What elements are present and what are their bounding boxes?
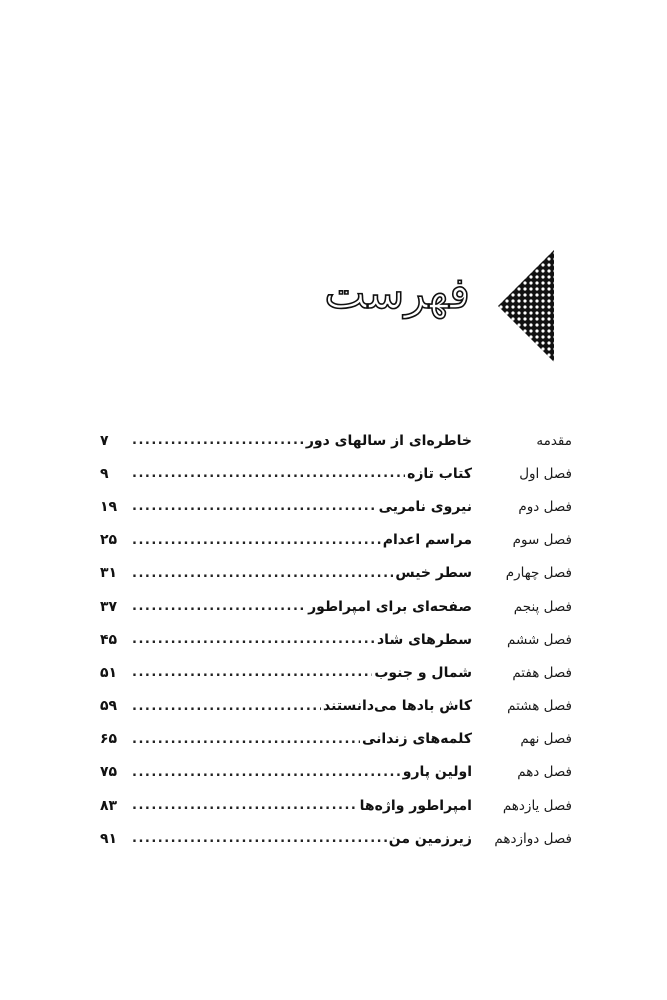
leader-dots <box>132 466 405 481</box>
toc-row[interactable] <box>100 524 572 557</box>
page-number: ۶۵ <box>100 731 118 748</box>
contents-title: فهرست <box>324 268 470 319</box>
page-number: ۱۹ <box>100 498 118 515</box>
chapter-label: فصل پنجم <box>513 598 572 615</box>
chapter-label: مقدمه <box>536 432 572 449</box>
page-number: ۹ <box>100 465 109 482</box>
chapter-title: سطر خیس <box>395 565 472 582</box>
leader-dots <box>132 665 372 680</box>
page-number: ۷۵ <box>100 764 118 781</box>
leader-dots <box>132 699 321 714</box>
chapter-label: فصل دهم <box>517 764 572 781</box>
chapter-title: شمال و جنوب <box>374 664 472 681</box>
chapter-label: فصل دوم <box>518 498 572 515</box>
toc-row[interactable] <box>100 789 572 822</box>
toc-row[interactable] <box>100 623 572 656</box>
leader-dots <box>132 632 375 647</box>
page-number: ۸۳ <box>100 797 118 814</box>
chapter-label: فصل چهارم <box>505 565 572 582</box>
toc-row[interactable] <box>100 822 572 855</box>
chapter-title: نیروی نامریی <box>378 498 472 515</box>
leader-dots <box>132 732 360 747</box>
chapter-title: مراسم اعدام <box>382 532 472 549</box>
chapter-title: خاطره‌ای از سالهای دور <box>305 432 472 449</box>
chapter-title: کتاب تازه <box>407 465 472 482</box>
toc-row[interactable] <box>100 656 572 689</box>
leader-dots <box>132 831 387 846</box>
toc-row[interactable] <box>100 690 572 723</box>
leader-dots <box>132 599 306 614</box>
chapter-label: فصل یازدهم <box>502 797 572 814</box>
chapter-title: زیرزمین من <box>388 830 472 847</box>
chapter-label: فصل اول <box>519 465 572 482</box>
chapter-label: فصل نهم <box>520 731 572 748</box>
page-number: ۳۷ <box>100 598 118 615</box>
toc-row[interactable] <box>100 557 572 590</box>
page-number: ۷ <box>100 432 109 449</box>
page-number: ۵۹ <box>100 698 118 715</box>
toc-row[interactable] <box>100 723 572 756</box>
chapter-label: فصل سوم <box>512 532 572 549</box>
leader-dots <box>132 566 393 581</box>
toc-row[interactable] <box>100 490 572 523</box>
toc-row[interactable] <box>100 424 572 457</box>
toc-row[interactable] <box>100 590 572 623</box>
leader-dots <box>132 533 381 548</box>
chapter-label: فصل هشتم <box>507 698 572 715</box>
page-number: ۲۵ <box>100 532 118 549</box>
chapter-label: فصل هفتم <box>512 664 572 681</box>
chapter-label: فصل ششم <box>506 631 572 648</box>
chapter-title: اولین پارو <box>402 764 472 781</box>
page-number: ۹۱ <box>100 830 118 847</box>
leader-dots <box>132 499 377 514</box>
toc-row[interactable] <box>100 756 572 789</box>
chapter-title: سطرهای شاد <box>377 631 472 648</box>
leader-dots <box>132 765 401 780</box>
leader-dots <box>132 798 358 813</box>
chapter-label: فصل دوازدهم <box>494 830 572 847</box>
chapter-title: کاش بادها می‌دانستند <box>323 698 472 715</box>
contents-heading <box>320 250 560 362</box>
table-of-contents <box>100 424 572 855</box>
chapter-title: امپراطور واژه‌ها <box>359 797 472 814</box>
toc-row[interactable] <box>100 457 572 490</box>
page-number: ۳۱ <box>100 565 118 582</box>
chapter-title: کلمه‌های زندانی <box>361 731 472 748</box>
dotted-triangle-ornament <box>498 250 554 362</box>
chapter-title: صفحه‌ای برای امپراطور <box>308 598 472 615</box>
leader-dots <box>132 433 304 448</box>
page-number: ۵۱ <box>100 664 118 681</box>
page-number: ۴۵ <box>100 631 118 648</box>
